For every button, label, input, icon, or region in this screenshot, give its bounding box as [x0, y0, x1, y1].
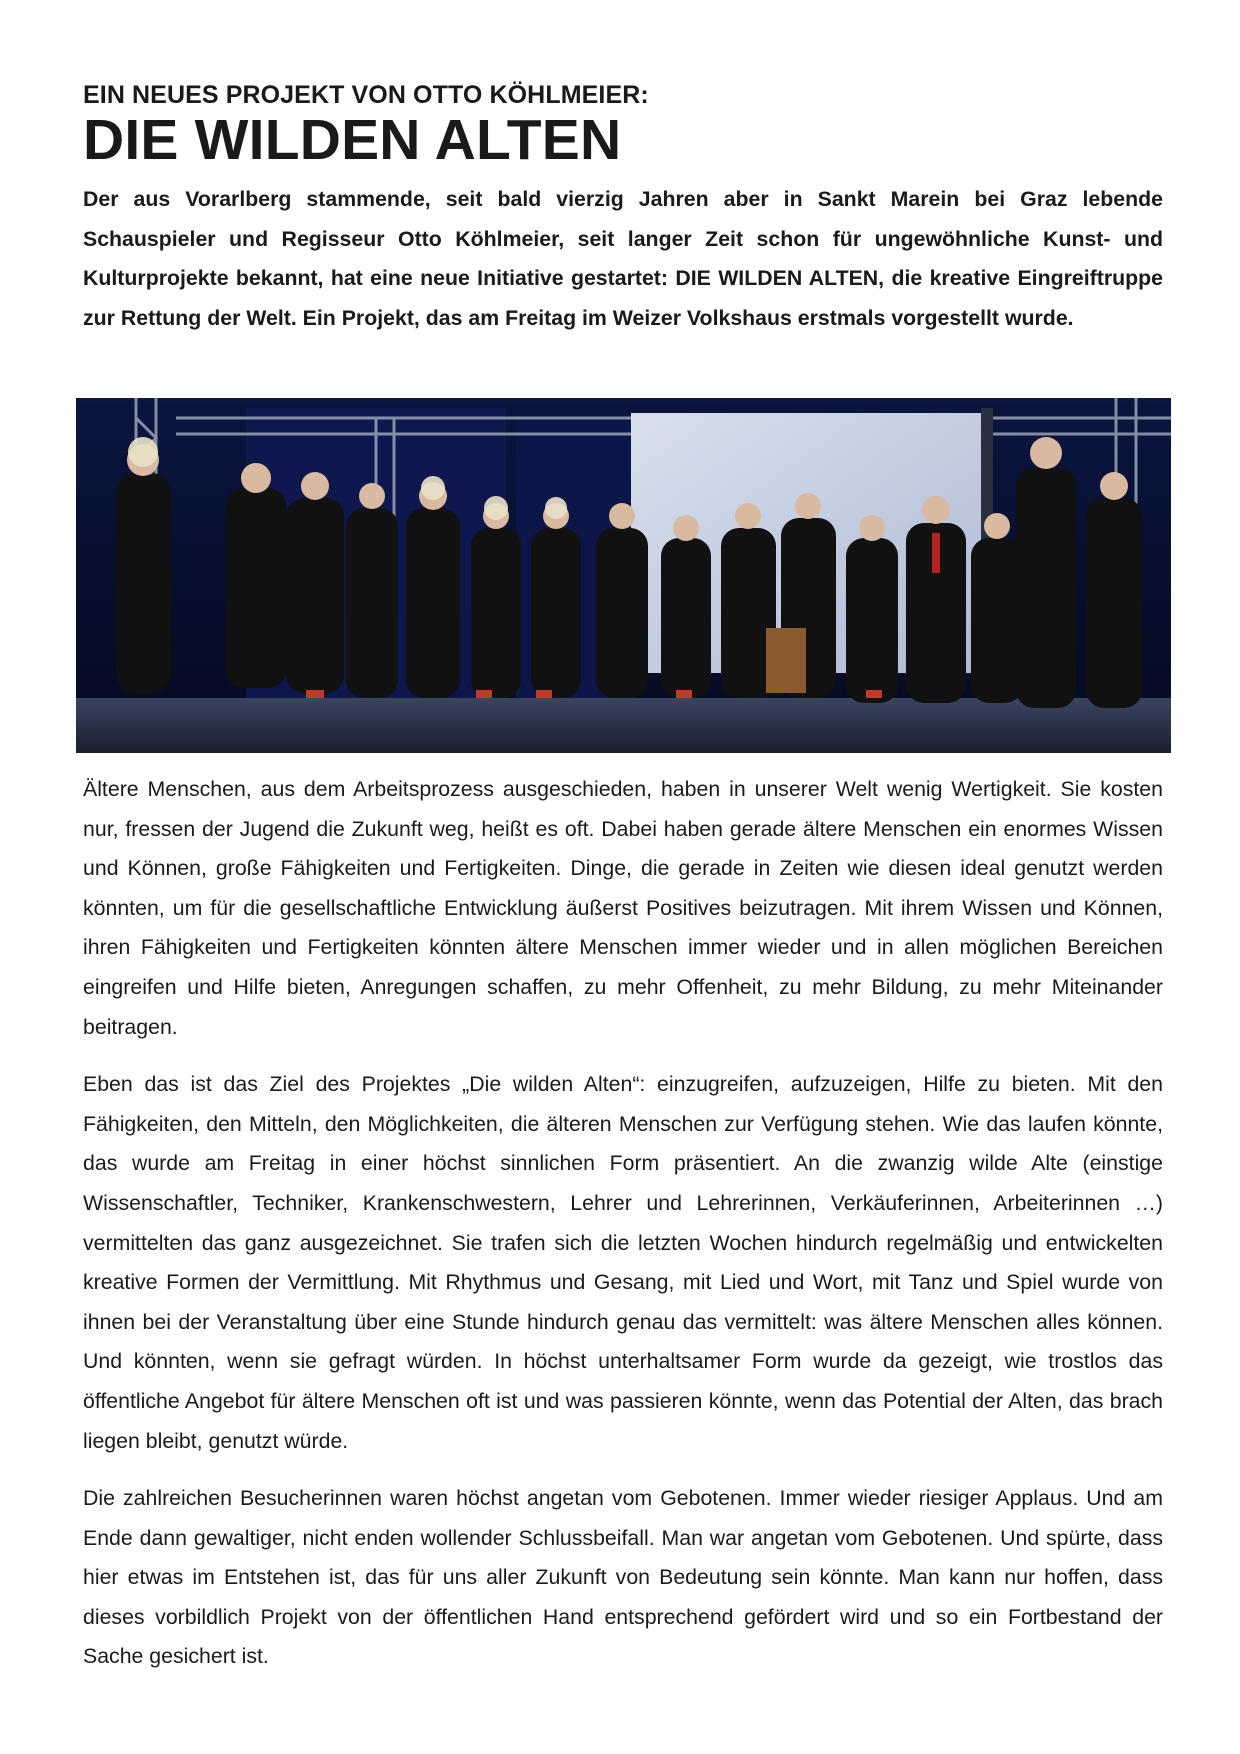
article-paragraph: Eben das ist das Ziel des Projektes „Die wilden Alten“: einzugreifen, aufzuzeigen, Hilfe zu bieten. Mit den Fähigkeiten, den Mitteln, den Möglichkeiten, die älteren Menschen zur Verfügung stehen. Wie das laufen könnte, das wurde am Freitag in einer höchst sinnlichen Form präsentiert. An die zwanzig wilde Alte (einstige Wissenschaftler, Techniker, Krankenschwestern, Lehrer und Lehrerinnen, Verkäuferinnen, Arbeiterinnen …) vermittelten das ganz ausgezeichnet. Sie trafen sich die letzten Wochen hindurch regelmäßig und entwickelten kreative Formen der Vermittlung. Mit Rhythmus und Gesang, mit Lied und Wort, mit Tanz und Spiel wurde von ihnen bei der Veranstaltung über eine Stunde hindurch genau das vermittelt: was ältere Menschen alles können. Und könnten, wenn sie gefragt würden. In höchst unterhaltsamer Form wurde da gezeigt, wie trostlos das öffentliche Angebot für ältere Menschen oft ist und was passieren könnte, wenn das Potential der Alten, das brach liegen bleibt, genutzt würde. — [83, 1072, 1163, 1453]
stage-photo-illustration — [76, 398, 1171, 753]
stage-photo — [76, 398, 1171, 753]
article-kicker: EIN NEUES PROJEKT VON OTTO KÖHLMEIER: — [83, 81, 649, 109]
article-headline: DIE WILDEN ALTEN — [83, 108, 622, 172]
article-lead: Der aus Vorarlberg stammende, seit bald vierzig Jahren aber in Sankt Marein bei Graz lebende Schauspieler und Regisseur Otto Köhlmeier, seit langer Zeit schon für ungewöhnliche Kunst- und Kulturprojekte bekannt, hat eine neue Initiative gestartet: DIE WILDEN ALTEN, die kreative Eingreiftruppe zur Rettung der Welt. Ein Projekt, das am Freitag im Weizer Volkshaus erstmals vorgestellt wurde. — [83, 187, 1163, 330]
article-body — [83, 770, 1163, 1695]
article-paragraph: Die zahlreichen Besucherinnen waren höchst angetan vom Gebotenen. Immer wieder riesiger Applaus. Und am Ende dann gewaltiger, nicht enden wollender Schlussbeifall. Man war angetan vom Gebotenen. Und spürte, dass hier etwas im Entstehen ist, das für uns aller Zukunft von Bedeutung sein könnte. Man kann nur hoffen, dass dieses vorbildlich Projekt von der öffentlichen Hand entsprechend gefördert wird und so ein Fortbestand der Sache gesichert ist. — [83, 1486, 1163, 1669]
article-paragraph: Ältere Menschen, aus dem Arbeitsprozess ausgeschieden, haben in unserer Welt wenig Wertigkeit. Sie kosten nur, fressen der Jugend die Zukunft weg, heißt es oft. Dabei haben gerade ältere Menschen ein enormes Wissen und Können, große Fähigkeiten und Fertigkeiten. Dinge, die gerade in Zeiten wie diesen ideal genutzt werden könnten, um für die gesellschaftliche Entwicklung äußerst Positives beizutragen. Mit ihrem Wissen und Können, ihren Fähigkeiten und Fertigkeiten könnten ältere Menschen immer wieder und in allen möglichen Bereichen eingreifen und Hilfe bieten, Anregungen schaffen, zu mehr Offenheit, zu mehr Bildung, zu mehr Miteinander beitragen. — [83, 777, 1163, 1039]
article-header — [83, 80, 1163, 338]
